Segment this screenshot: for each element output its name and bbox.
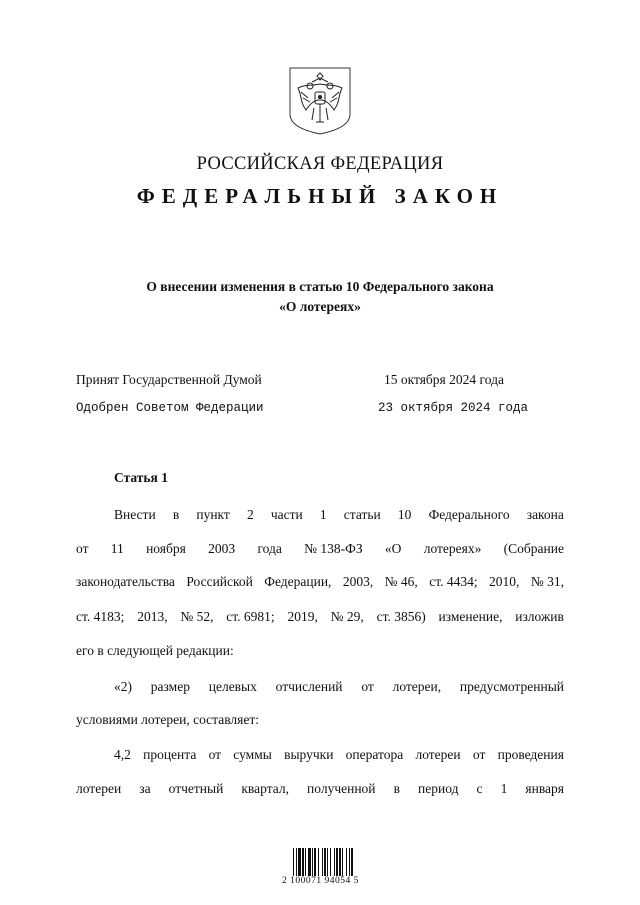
word: изменение, xyxy=(438,609,503,624)
word: года xyxy=(257,541,282,556)
word: ст. 3856) xyxy=(376,609,426,624)
barcode-number: 2 100071 94054 5 xyxy=(282,876,359,886)
coat-of-arms-emblem xyxy=(288,66,352,136)
barcode-bar xyxy=(312,848,313,876)
word: целевых xyxy=(208,679,257,694)
word: изложив xyxy=(515,609,564,624)
word: 1 xyxy=(500,781,508,796)
word: ст. 4183; xyxy=(76,609,125,624)
body-line: условиями лотереи, составляет: xyxy=(76,712,260,727)
word: ст. 6981; xyxy=(226,609,275,624)
word: 4,2 xyxy=(114,747,131,762)
word: суммы xyxy=(233,747,272,762)
word: ст. 4434; xyxy=(429,574,478,589)
body-line xyxy=(114,507,564,523)
barcode-bar xyxy=(334,848,335,876)
body-line xyxy=(76,781,564,797)
barcode-bar xyxy=(305,848,306,876)
word: «2) xyxy=(114,679,132,694)
word: лотереи xyxy=(415,747,461,762)
word: января xyxy=(525,781,564,796)
article-heading: Статья 1 xyxy=(114,470,168,485)
word: закона xyxy=(526,507,564,522)
barcode-bar xyxy=(346,848,347,876)
word: 1 xyxy=(319,507,327,522)
word: части xyxy=(270,507,303,522)
word: отчислений xyxy=(275,679,343,694)
word: за xyxy=(139,781,151,796)
council-approval-date: 23 октября 2024 года xyxy=(378,401,529,415)
barcode-bar xyxy=(302,848,304,876)
word: Федерации, xyxy=(264,574,332,589)
word: 11 xyxy=(110,541,124,556)
barcode-bar xyxy=(349,848,350,876)
body-line: его в следующей редакции: xyxy=(76,643,234,658)
word: 2010, xyxy=(489,574,520,589)
word: № 31, xyxy=(530,574,564,589)
barcode-bar xyxy=(342,848,343,876)
law-title-line: О внесении изменения в статью 10 Федерального закона xyxy=(146,279,494,294)
word: законодательства xyxy=(76,574,175,589)
word: Федерального xyxy=(428,507,510,522)
word: (Собрание xyxy=(503,541,564,556)
word: предусмотренный xyxy=(459,679,564,694)
barcode-bar xyxy=(339,848,341,876)
word: лотереи, xyxy=(392,679,442,694)
body-line xyxy=(76,541,564,557)
word: проведения xyxy=(497,747,564,762)
barcode-bar xyxy=(296,848,297,876)
barcode-bar xyxy=(324,848,326,876)
law-title xyxy=(100,277,540,317)
body-line xyxy=(114,679,564,695)
barcode-bar xyxy=(318,848,319,876)
word: лотереи xyxy=(76,781,122,796)
word: 2013, xyxy=(137,609,168,624)
word: от xyxy=(208,747,222,762)
word: с xyxy=(476,781,483,796)
word: полученной xyxy=(307,781,376,796)
word: выручки xyxy=(284,747,334,762)
word: оператора xyxy=(345,747,404,762)
barcode-bar xyxy=(351,848,353,876)
word: № 29, xyxy=(330,609,364,624)
word: № 52, xyxy=(180,609,214,624)
word: ноября xyxy=(146,541,186,556)
barcode-bar xyxy=(314,848,316,876)
word: статьи xyxy=(343,507,381,522)
word: в xyxy=(393,781,400,796)
word: отчетный xyxy=(168,781,224,796)
word: размер xyxy=(150,679,190,694)
body-line xyxy=(76,609,564,625)
duma-adoption-label: Принят Государственной Думой xyxy=(76,372,262,387)
word: «О xyxy=(384,541,402,556)
barcode-image xyxy=(292,848,368,876)
duma-adoption-date: 15 октября 2024 года xyxy=(384,372,504,387)
barcode-bar xyxy=(298,848,301,876)
body-line xyxy=(114,747,564,763)
word: Российской xyxy=(186,574,253,589)
word: от xyxy=(76,541,89,556)
word: 2019, xyxy=(287,609,318,624)
council-approval-label: Одобрен Советом Федерации xyxy=(76,401,264,415)
body-line xyxy=(76,574,564,590)
word: 2003, xyxy=(342,574,374,589)
barcode-bar xyxy=(308,848,311,876)
word: пункт xyxy=(196,507,230,522)
word: лотереях» xyxy=(423,541,482,556)
barcode-bar xyxy=(327,848,328,876)
barcode-bar xyxy=(322,848,323,876)
word: 10 xyxy=(397,507,412,522)
word: квартал, xyxy=(241,781,289,796)
word: в xyxy=(172,507,180,522)
barcode-bar xyxy=(330,848,331,876)
word: № 46, xyxy=(384,574,418,589)
word: № 138-ФЗ xyxy=(304,541,363,556)
barcode-bar xyxy=(336,848,338,876)
barcode-bar xyxy=(293,848,294,876)
word: 2003 xyxy=(208,541,236,556)
word: от xyxy=(472,747,486,762)
word: процента xyxy=(143,747,197,762)
country-name: РОССИЙСКАЯ ФЕДЕРАЦИЯ xyxy=(196,154,444,174)
double-headed-eagle-icon xyxy=(288,66,352,136)
word: период xyxy=(418,781,459,796)
document-type: ФЕДЕРАЛЬНЫЙ ЗАКОН xyxy=(136,184,504,208)
word: от xyxy=(361,679,374,694)
word: Внести xyxy=(114,507,156,522)
word: 2 xyxy=(246,507,254,522)
law-title-line: «О лотереях» xyxy=(279,299,361,314)
